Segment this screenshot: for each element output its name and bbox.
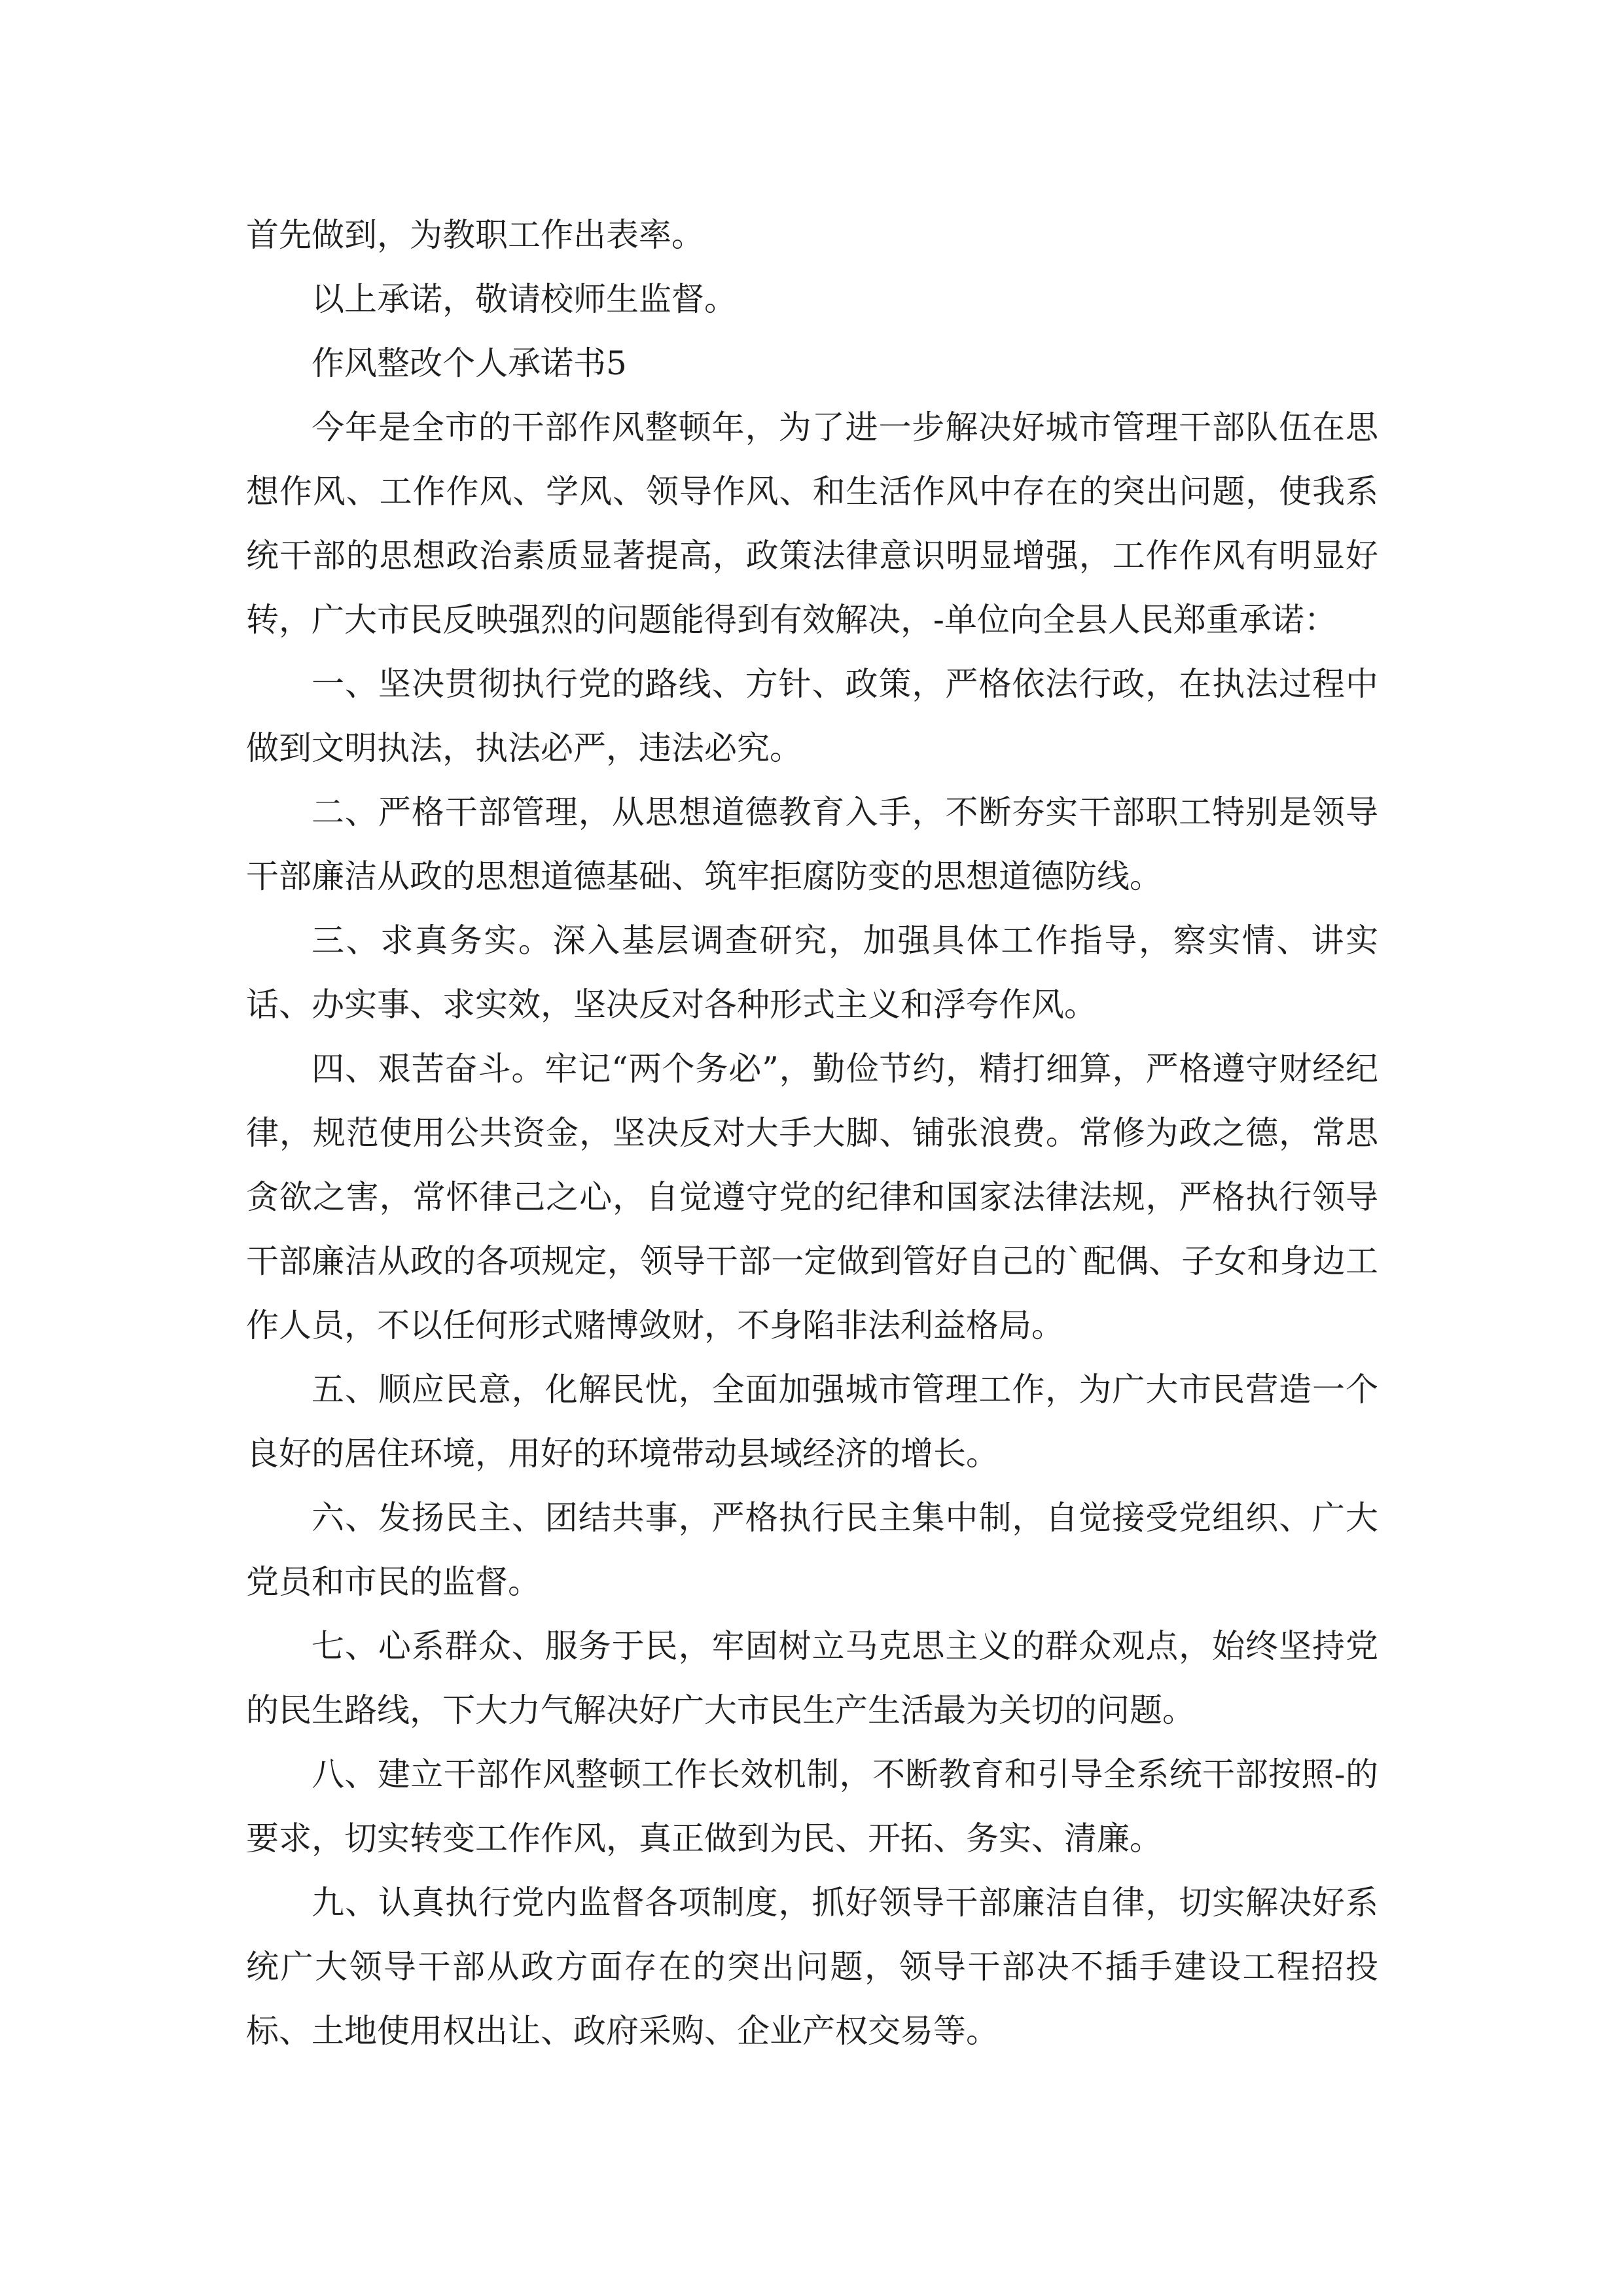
paragraph-item-5: 五、顺应民意，化解民忧，全面加强城市管理工作，为广大市民营造一个良好的居住环境，用好的环境带动县域经济的增长。 <box>246 1371 1378 1473</box>
paragraph-item-9: 九、认真执行党内监督各项制度，抓好领导干部廉洁自律，切实解决好系统广大领导干部从政方面存在的突出问题，领导干部决不插手建设工程招投标、土地使用权出让、政府采购、企业产权交易等。 <box>246 1884 1378 2050</box>
document-body <box>246 203 1378 2063</box>
paragraph-item-1: 一、坚决贯彻执行党的路线、方针、政策，严格依法行政，在执法过程中做到文明执法，执法必严，违法必究。 <box>246 665 1378 767</box>
paragraph-item-7: 七、心系群众、服务于民，牢固树立马克思主义的群众观点，始终坚持党的民生路线，下大力气解决好广大市民生产生活最为关切的问题。 <box>246 1627 1378 1729</box>
paragraph-continuation: 首先做到，为教职工作出表率。 <box>246 216 704 254</box>
section-title: 作风整改个人承诺书5 <box>312 344 627 382</box>
paragraph-closing: 以上承诺，敬请校师生监督。 <box>312 280 737 318</box>
paragraph-item-2: 二、严格干部管理，从思想道德教育入手，不断夯实干部职工特别是领导干部廉洁从政的思想道德基础、筑牢拒腐防变的思想道德防线。 <box>246 793 1378 895</box>
paragraph-item-6: 六、发扬民主、团结共事，严格执行民主集中制，自觉接受党组织、广大党员和市民的监督。 <box>246 1499 1378 1601</box>
paragraph-item-8: 八、建立干部作风整顿工作长效机制，不断教育和引导全系统干部按照-的要求，切实转变工作作风，真正做到为民、开拓、务实、清廉。 <box>246 1755 1378 1857</box>
paragraph-item-3: 三、求真务实。深入基层调查研究，加强具体工作指导，察实情、讲实话、办实事、求实效，坚决反对各种形式主义和浮夸作风。 <box>246 922 1378 1024</box>
paragraph-item-4: 四、艰苦奋斗。牢记“两个务必”，勤俭节约，精打细算，严格遵守财经纪律，规范使用公共资金，坚决反对大手大脚、铺张浪费。常修为政之德，常思贪欲之害，常怀律己之心，自觉遵守党的纪律和国家法律法规，严格执行领导干部廉洁从政的各项规定，领导干部一定做到管好自己的`配偶、子女和身边工作人员，不以任何形式赌博敛财，不身陷非法利益格局。 <box>246 1050 1378 1344</box>
paragraph-intro: 今年是全市的干部作风整顿年，为了进一步解决好城市管理干部队伍在思想作风、工作作风、学风、领导作风、和生活作风中存在的突出问题，使我系统干部的思想政治素质显著提高，政策法律意识明显增强，工作作风有明显好转，广大市民反映强烈的问题能得到有效解决，-单位向全县人民郑重承诺： <box>246 408 1378 639</box>
